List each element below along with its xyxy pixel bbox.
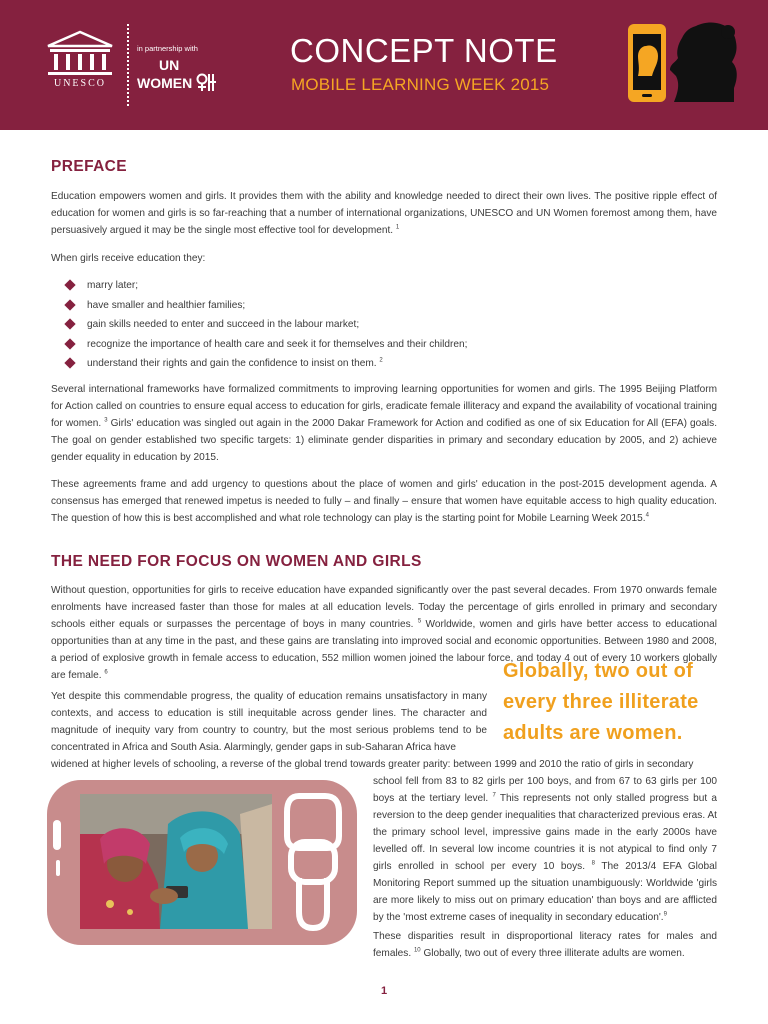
document-title: CONCEPT NOTE [290,32,558,69]
focus-paragraph-2-narrow: Yet despite this commendable progress, the quality of education remains unsatisfactory in many contexts, and access to education is still inequitable across gender lines. The character and magnitude of inequity vary from country to country, but the most serious problems tend to be concentrated in Africa and South Asia. Alarmingly, gender gaps in sub-Saharan Africa have [51,691,487,753]
footnote-ref: 7 [492,792,496,799]
footnote-ref: 5 [417,618,422,625]
diamond-bullet-icon [64,338,75,349]
diamond-bullet-icon [64,299,75,310]
un-women-symbol-icon [195,72,217,92]
preface-heading: PREFACE [51,158,128,175]
un-women-logo [137,58,217,92]
footnote-ref: 9 [663,911,667,918]
focus-paragraph-2-right: school fell from 83 to 82 girls per 100 boys, and from 67 to 63 girls per 100 boys at the tertiary level. $^7$ This represents not only stalled progress but a reversion to the deep gender inequalities that characterized previous eras. At the primary school level, impressive gains made in the early 2000s have levelled off. In several low income countries it is not atypical to find only 7 girls enrolled in school per every 10 boys. $^8$ The 2013/4 EFA Global Monitoring Report summed up the situation unambiguously: Worldwide 'girls are more likely to miss out on primary education' than boys and are afflicted by the 'most extreme cases of inequality in secondary education'.$^9$ [373,776,718,923]
benefits-list [66,277,467,375]
preface-paragraph-2: Several international frameworks have formalized commitments to improving learning opportunities for women and girls. The 1995 Beijing Platform for Action called on countries to ensure equal access to education for girls, eradicate female illiteracy and expand the availability of vocational training for women. $^3$ Girls' education was singled out again in the 2000 Dakar Framework for Action and codified as one of six Education for All (EFA) goals. The goal on gender established two specific targets: 1) eliminate gender disparities in primary and secondary education by 2005, and 2) achieve gender equality in education by 2015. [51,384,718,463]
diamond-bullet-icon [64,357,75,368]
girls-with-phone-photo [80,794,272,929]
footnote-ref: 8 [591,860,595,867]
focus-heading: THE NEED FOR FOCUS ON WOMEN AND GIRLS [51,553,422,570]
focus-paragraph-1: Without question, opportunities for girls to receive education have expanded significantly over the past several decades. From 1970 onwards female enrolments have increased faster than those for males at all education levels. Today the percentage of girls enrolled in primary and secondary schools either equals or surpasses the percentage of boys in many countries. $^5$ Worldwide, women and girls have better access to educational opportunities than at any time in the past, and these gains are translating into improved social and economic opportunities. Between 1980 and 2008, a period of explosive growth in female access to education, 552 million women joined the labour force, and today 4 out of every 10 workers globally are female. $^6$ [51,585,717,681]
preface-paragraph-1: Education empowers women and girls. It provides them with the ability and knowledge needed to direct their own lives. The positive ripple effect of education for women and girls is so far-reaching that a number of international organizations, UNESCO and UN Women foremost among them, have persuasively argued it may be the single most effective tool for development. $^1$ [51,191,717,236]
photo-illustration [80,794,272,929]
un-women-un: UN [159,57,180,73]
list-item: gain skills needed to enter and succeed in the labour market; [66,316,467,336]
unesco-temple-icon [44,30,116,78]
preface-intro: When girls receive education they: [51,253,206,264]
footnote-ref: 1 [395,224,400,231]
un-women-women: WOMEN [137,75,193,91]
pull-quote: Globally, two out of every three illiterate adults are women. [503,660,699,744]
list-item: understand their rights and gain the confidence to insist on them. $^2$ [66,355,467,375]
footnote-ref: 4 [645,512,649,519]
list-item: recognize the importance of health care and seek it for themselves and their children; [66,336,467,356]
document-subtitle: MOBILE LEARNING WEEK 2015 [291,75,550,94]
diamond-bullet-icon [64,318,75,329]
unesco-wordmark: UNESCO [53,78,106,89]
partnership-label: in partnership with [137,44,198,53]
header-band [0,0,768,130]
focus-paragraph-2-wide: widened at higher levels of schooling, a reverse of the global trend towards greater parity: between 1999 and 2010 the ratio of girls in secondary [51,759,694,770]
footnote-ref: 10 [413,947,421,954]
list-item: marry later; [66,277,467,297]
page-number: 1 [380,985,388,997]
list-item: have smaller and healthier families; [66,297,467,317]
footnote-ref: 2 [379,357,383,364]
phone-silhouette-icon [622,18,742,108]
diamond-bullet-icon [64,279,75,290]
footnote-ref: 3 [104,417,108,424]
preface-paragraph-3: These agreements frame and add urgency to questions about the place of women and girls' education in the post-2015 development agenda. A consensus has emerged that renewed impetus is needed to fully – and finally – ensure that women have equitable access to high quality education. The question of how this is best accomplished and what role technology can play is the starting point for Mobile Learning Week 2015.$^4$ [51,479,717,524]
footnote-ref: 6 [104,669,108,676]
focus-paragraph-3: These disparities result in disproportional literacy rates for males and females. $^{10}$ Globally, two out of every three illiterate adults are women. [373,931,717,959]
header-divider [127,24,129,106]
